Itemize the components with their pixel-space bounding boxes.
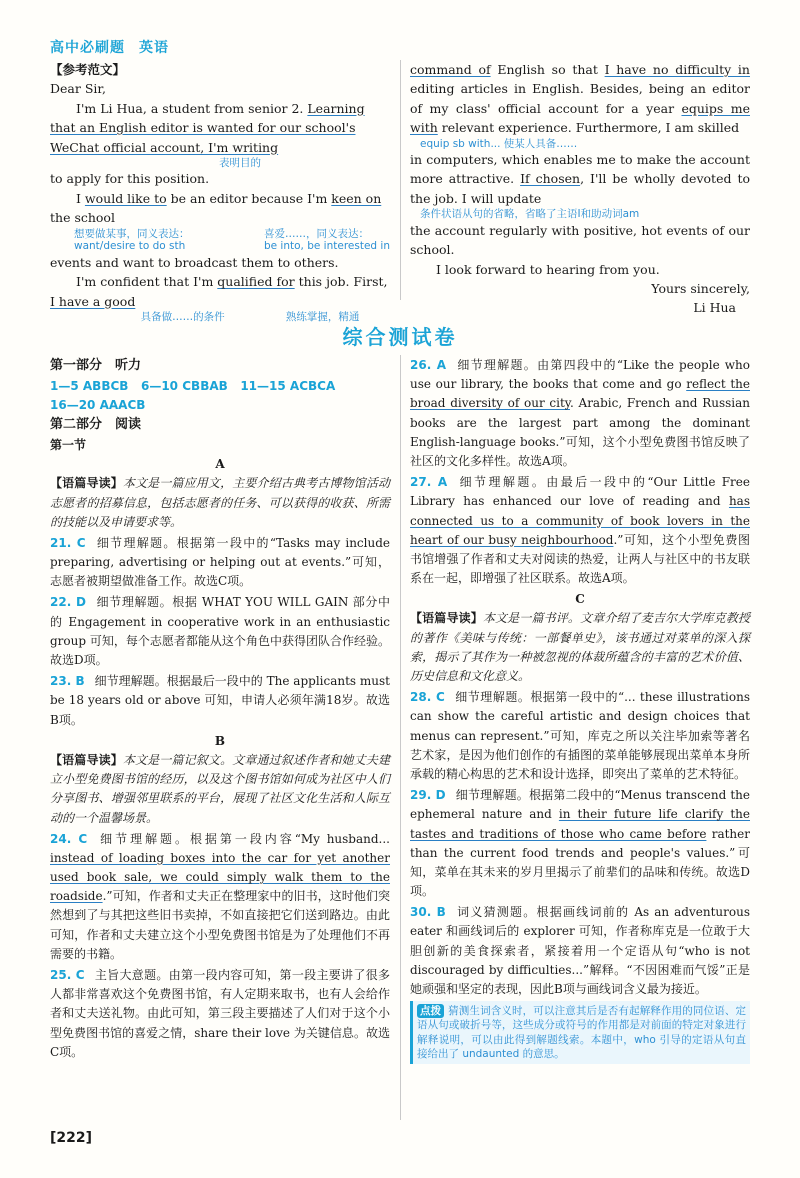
answers-right-column: [410, 356, 750, 1064]
essay-notes-row-2: 想要做某事，同义表达： want/desire to do sth 喜爱……，同义表达： be into, be interested in: [74, 227, 390, 253]
passage-b-heading: B: [214, 733, 226, 748]
subject-label: 英语: [139, 40, 169, 56]
essay-note-equip: equip sb with... 使某人具备……: [420, 137, 578, 150]
part2-heading: 第二部分 阅读: [50, 417, 142, 433]
section1-heading: 第一节: [50, 437, 87, 452]
book-title: 高中必刷题: [50, 40, 125, 56]
tip-text: 猜测生词含义时，可以注意其后是否有起解释作用的同位语、定语从句或破折号等，这些成分或符号的作用都是对前面的特定对象进行解释说明，可以由此得到解题线索。本题中，who 引导的定语从句直接给出了 undaunted 的意思。: [417, 1005, 746, 1060]
answer-21: 21. C 细节理解题。根据第一段中的“Tasks may include preparing, advertising or helping out at events.”可知，志愿者被期望做准备工作。故选C项。: [50, 535, 391, 589]
listening-answers-row-1: 1—5 ABBCB 6—10 CBBAB 11—15 ACBCA: [50, 378, 336, 393]
part1-heading: 第一部分 听力: [50, 358, 142, 373]
essay-purpose-phrase: Learning that an English editor is wanted for our school's WeChat official account, I'm writing: [50, 100, 365, 155]
answer-29: 29. D 细节理解题。根据第二段中的“Menus transcend the ephemeral nature and in their future life clarify the tastes and traditions of those who came before rather than the current food trends and people's values.”可知，菜单在其未来的岁月里揭示了前辈们的品味和传统。故选D项。: [410, 788, 750, 899]
essay-paragraph-2-end: events and want to broadcast them to others.: [50, 254, 339, 270]
answer-27: 27. A 细节理解题。由最后一段中的“Our Little Free Library has enhanced our love of reading and has connected us to a community of book lovers in the heart of our busy neighbourhood.”可知，这个小型免费图书馆增强了作者和丈夫对阅读的热爱，让两人与社区中的书友联系在一起，即增强了社区联系。故选A项。: [410, 475, 750, 586]
answer-30: 30. B 词义猜测题。根据画线词前的 As an adventurous eater 和画线词后的 explorer 可知，作者称库克是一位敢于大胆创新的美食探索者，紧接着用一个定语从句“who is not discouraged by difficulties...”解释。“不因困难而气馁”正是她顽强和坚定的表现，因此B项与画线词含义最为接近。: [410, 905, 750, 996]
essay-closing: Yours sincerely,: [651, 280, 750, 296]
essay-paragraph-3-end: the account regularly with positive, hot events of our school.: [410, 222, 750, 258]
listening-answers-row-2: 16—20 AAACB: [50, 397, 146, 412]
essay-greeting: Dear Sir,: [50, 81, 106, 97]
essay-paragraph-3-cont2: in computers, which enables me to make the account more attractive. If chosen, I'll be wholly devoted to the job. I will update: [410, 152, 750, 206]
essay-left-column: [50, 60, 390, 324]
answer-23: 23. B 细节理解题。根据最后一段中的 The applicants must be 18 years old or above 可知，申请人必须年满18岁。故选B项。: [50, 674, 390, 727]
answer-26: 26. A 细节理解题。由第四段中的“Like the people who use our library, the books that come and go reflect the broad diversity of our city. Arabic, French and Russian books are the largest part among the dominant English-language books.”可知，这个小型免费图书馆反映了社区的文化多样性。故选A项。: [410, 358, 751, 468]
answer-22: 22. D 细节理解题。根据 WHAT YOU WILL GAIN 部分中的 Engagement in cooperative work in an enthusiastic group 可知，每个志愿者都能从这个角色中获得团队合作经验。故选D项。: [50, 595, 390, 668]
book-header: [50, 38, 183, 60]
essay-paragraph-3: I'm confident that I'm qualified for this job. First, I have a good: [50, 274, 388, 309]
lead-b: 【语篇导读】本文是一篇记叙文。文章通过叙述作者和她丈夫建立小型免费图书馆的经历，以及这个图书馆如何成为社区中人们分享图书、增强邻里联系的平台，展现了社区文化生活和人际互动的一个温馨场景。: [50, 752, 390, 825]
answers-divider: [400, 355, 401, 1120]
essay-paragraph-2: I would like to be an editor because I'm keen on the school: [50, 190, 382, 226]
essay-paragraph-3-cont: command of English so that I have no difficulty in editing articles in English. Besides, being an editor of my class' official account for a year equips me with relevant experience. Furthermore, I am skilled: [410, 62, 750, 136]
essay-note-ellipsis: 条件状语从句的省略，省略了主语I和助动词am: [420, 208, 640, 221]
passage-c-heading: C: [575, 592, 585, 607]
essay-divider: [400, 60, 401, 300]
section-title: 综合测试卷: [342, 325, 458, 349]
tip-box: [410, 1001, 750, 1064]
tip-badge: 点拨: [417, 1004, 444, 1018]
essay-signature: Li Hua: [693, 300, 736, 316]
essay-paragraph-4: I look forward to hearing from you.: [436, 261, 660, 277]
essay-right-column: [410, 60, 750, 318]
answer-25: 25. C 主旨大意题。由第一段内容可知，第一段主要讲了很多人都非常喜欢这个免费图书馆，有人定期来取书，也有人会给作者和丈夫送礼物。由此可知，第三段主要描述了人们对于这个小型免费图书馆的喜爱之情，share their love 为关键信息。故选C项。: [50, 968, 390, 1059]
answers-left-column: [50, 356, 390, 1064]
passage-a-heading: A: [215, 457, 225, 472]
essay-paragraph-1: I'm Li Hua, a student from senior 2. Learning that an English editor is wanted for our school's WeChat official account, I'm writing: [50, 100, 365, 155]
essay-label: 【参考范文】: [50, 62, 126, 77]
answer-28: 28. C 细节理解题。根据第一段中的“... these illustrations can show the careful artistic and design choices that menus can represent.”可知，库克之所以关注毕加索等著名艺术家，是因为他们创作的有插图的菜单能够展现出菜单本身所承载的精心构思的艺术和设计选择，即突出了菜单的艺术特征。: [410, 690, 750, 781]
page-number: [222]: [50, 1130, 93, 1146]
lead-c: 【语篇导读】本文是一篇书评。文章介绍了麦吉尔大学库克教授的著作《美味与传统：一部餐单史》，该书通过对菜单的深入探索，揭示了其作为一种被忽视的体裁所蕴含的丰富的艺术价值、历史信息和文化意义。: [410, 611, 750, 683]
answer-24: 24. C 细节理解题。根据第一段内容“My husband... instead of loading boxes into the car for yet another used book sale, we could simply walk them to the roadside.”可知，作者和丈夫正在整理家中的旧书，这时他们突然想到了与其把这些旧书卖掉，不如直接把它们送到路边。由此可知，作者和丈夫建立这个小型免费图书馆是为了处理他们不再需要的书籍。: [50, 831, 390, 961]
lead-a: 【语篇导读】本文是一篇应用文，主要介绍古典考古博物馆活动志愿者的招募信息，包括志愿者的任务、可以获得的收获、所需的技能以及申请要求等。: [50, 476, 390, 529]
essay-note-purpose: 表明目的: [219, 156, 261, 169]
essay-notes-row-3: 具备做……的条件 熟练掌握，精通: [140, 310, 360, 323]
essay-paragraph-1-end: to apply for this position.: [50, 171, 210, 187]
